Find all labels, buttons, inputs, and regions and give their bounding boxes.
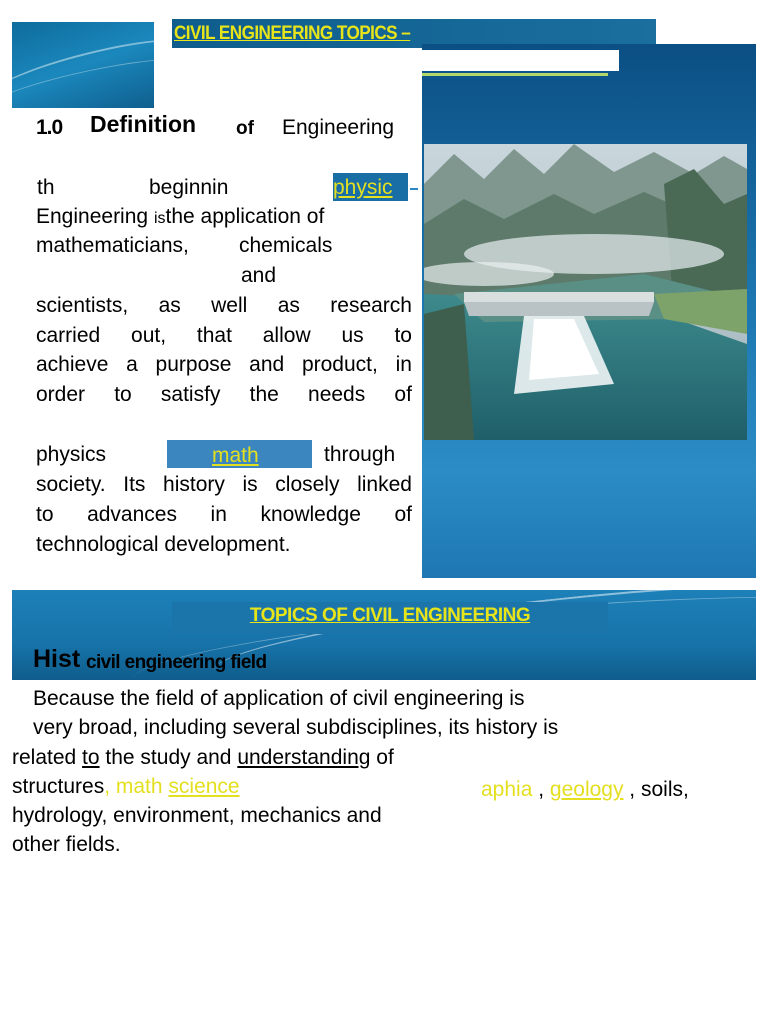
hist-subtitle: civil engineering field <box>86 652 267 673</box>
para-line-f <box>36 500 412 530</box>
underlined-to: to <box>82 746 100 769</box>
word-structures: structures <box>12 775 105 798</box>
slide-title: CIVIL ENGINEERING TOPICS – <box>174 23 411 44</box>
w: of <box>394 383 412 406</box>
w: history <box>163 473 225 496</box>
hist-big-text: Hist <box>33 645 81 673</box>
w: linked <box>357 473 412 496</box>
math-link[interactable]: math <box>212 444 259 467</box>
phrase-application: the application of <box>165 205 325 228</box>
w: out, <box>131 324 167 347</box>
slide2-line-1: Because the field of application of civil engineering is <box>33 687 525 710</box>
science-link[interactable]: science <box>168 775 240 798</box>
w: order <box>36 383 86 406</box>
slide-corner-decoration <box>12 22 154 108</box>
para-line-c <box>36 350 412 380</box>
text: the study and <box>99 746 238 769</box>
w: product, <box>301 353 378 376</box>
slide2-line-5: hydrology, environment, mechanics and <box>12 804 382 827</box>
w: society. <box>36 473 106 496</box>
topics-title: TOPICS OF CIVIL ENGINEERING <box>249 605 531 626</box>
w: to <box>36 503 54 526</box>
w: scientists, <box>36 294 129 317</box>
panel-green-line <box>422 73 608 76</box>
comma: , <box>532 778 550 801</box>
heading-of-word: of <box>236 118 254 139</box>
w: achieve <box>36 353 109 376</box>
w: in <box>210 503 227 526</box>
slide2-line-2: very broad, including several subdisciplines, its history is <box>33 716 559 739</box>
w: a <box>126 353 138 376</box>
text: related <box>12 746 83 769</box>
w: in <box>395 353 412 376</box>
w: well <box>211 294 248 317</box>
w: to <box>394 324 412 347</box>
heading-number: 1.0 <box>36 116 63 139</box>
w: carried <box>36 324 101 347</box>
line-engineering <box>36 202 324 234</box>
w: us <box>341 324 364 347</box>
w: allow <box>262 324 311 347</box>
para-line-a <box>36 291 412 321</box>
w: Its <box>123 473 146 496</box>
word-through: through <box>324 443 396 466</box>
physic-link[interactable]: physic <box>333 176 393 199</box>
slide2-line-4-right <box>481 775 689 804</box>
word-physics: physics <box>36 443 107 466</box>
geology-link[interactable]: geology <box>549 778 624 801</box>
row-th: th <box>37 176 55 199</box>
w: research <box>330 294 412 317</box>
w: closely <box>275 473 340 496</box>
word-mathematicians: mathematicians, <box>36 234 189 257</box>
w: is <box>242 473 258 496</box>
para-line-g: technological development. <box>36 533 291 556</box>
w: the <box>249 383 279 406</box>
slide2-line-4 <box>12 772 240 801</box>
text: of <box>370 746 394 769</box>
slide2-line-6: other fields. <box>12 833 121 856</box>
slide2-line-3 <box>12 743 394 772</box>
para-line-d <box>36 380 412 410</box>
math-comma-text: , math <box>104 775 163 798</box>
underlined-understanding: understanding <box>237 746 371 769</box>
word-engineering: Engineering <box>36 205 149 228</box>
para-line-e <box>36 470 412 500</box>
aphia-text: aphia <box>481 778 533 801</box>
dam-photo <box>424 144 747 440</box>
w: purpose <box>155 353 232 376</box>
w: satisfy <box>160 383 221 406</box>
soils-text: , soils, <box>623 778 689 801</box>
definition-heading <box>36 113 62 143</box>
row-beginnin: beginnin <box>149 176 229 199</box>
word-is: is <box>153 210 166 227</box>
word-chemicals: chemicals <box>239 234 333 257</box>
w: of <box>394 503 412 526</box>
w: needs <box>308 383 366 406</box>
para-line-b <box>36 321 412 351</box>
word-and: and <box>241 264 277 287</box>
w: as <box>277 294 300 317</box>
w: advances <box>87 503 177 526</box>
w: and <box>249 353 285 376</box>
w: as <box>158 294 181 317</box>
w: that <box>196 324 232 347</box>
panel-white-strip <box>422 50 619 71</box>
heading-engineering-word: Engineering <box>282 116 395 139</box>
dam-illustration <box>424 144 747 440</box>
w: knowledge <box>260 503 361 526</box>
w: to <box>114 383 132 406</box>
heading-definition-word: Definition <box>90 111 197 137</box>
physic-tick <box>410 188 418 190</box>
